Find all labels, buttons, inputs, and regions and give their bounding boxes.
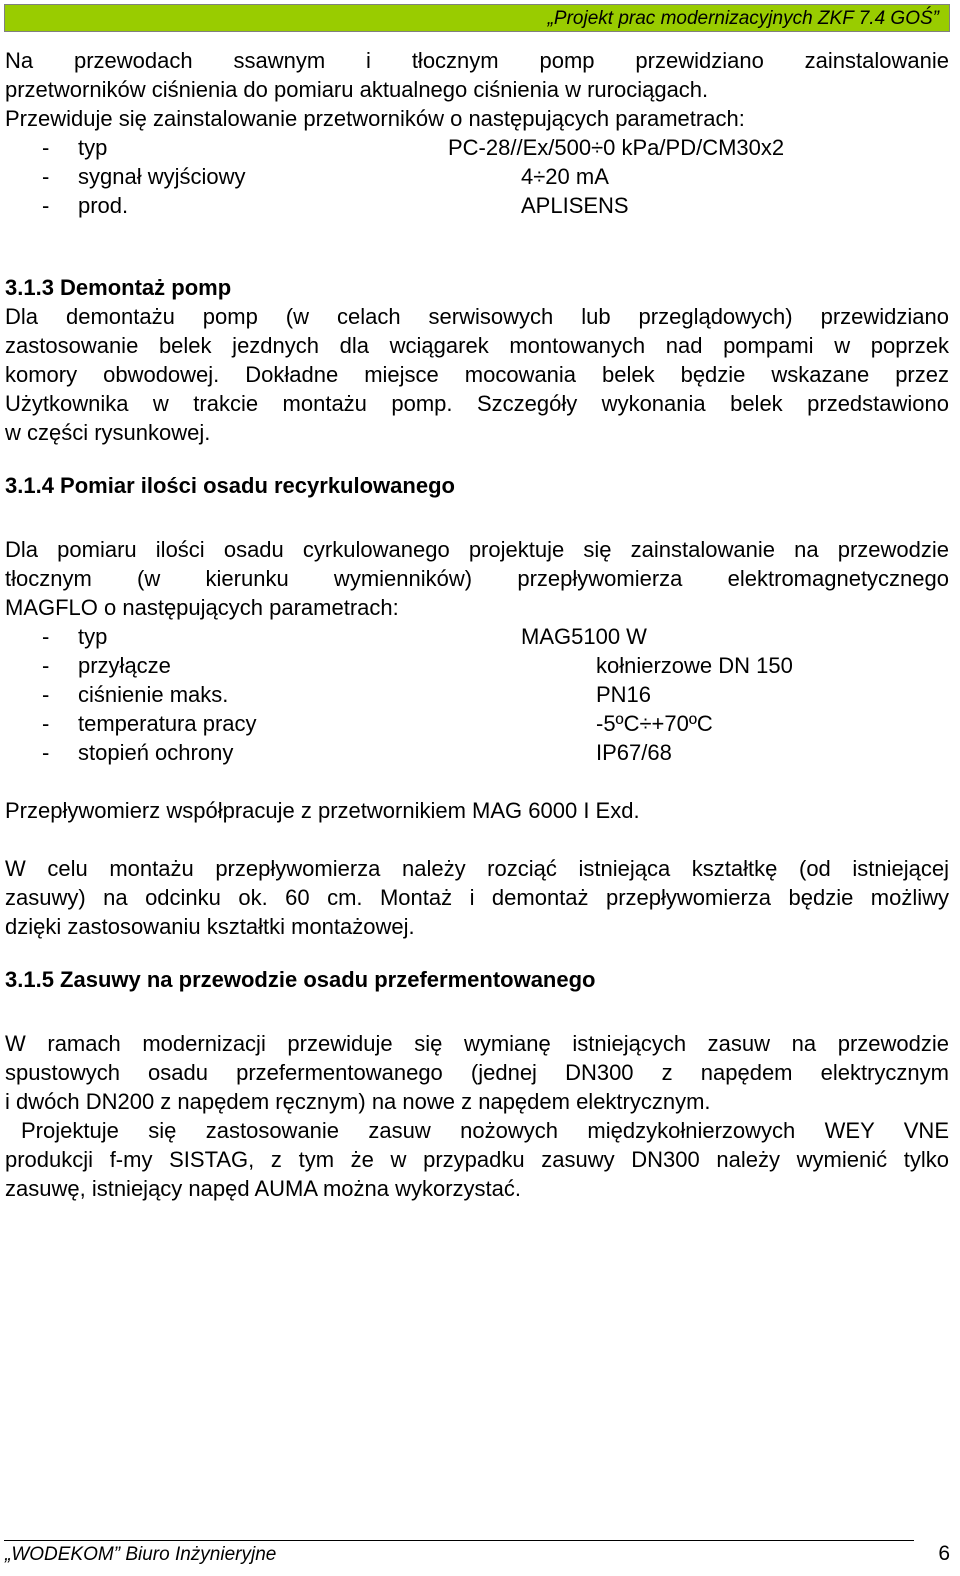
- list-dash: -: [42, 711, 50, 736]
- intro-params-lead: Przewiduje się zainstalowanie przetworników o następujących parametrach:: [5, 106, 745, 131]
- section-315-line: i dwóch DN200 z napędem ręcznym) na nowe z napędem elektrycznym.: [5, 1089, 711, 1114]
- section-314-line: Dla pomiaru ilości osadu cyrkulowanego projektuje się zainstalowanie na przewodzie: [5, 537, 949, 562]
- header-title: „Projekt prac modernizacyjnych ZKF 7.4 GOŚ”: [547, 8, 939, 29]
- param-value: PN16: [596, 682, 652, 707]
- list-item: [5, 622, 949, 651]
- section-315-line: spustowych osadu przefermentowanego (jednej DN300 z napędem elektrycznym: [5, 1060, 949, 1085]
- param-name: sygnał wyjściowy: [78, 164, 246, 189]
- section-313-line: komory obwodowej. Dokładne miejsce mocowania belek będzie wskazane przez: [5, 362, 949, 387]
- param-value: PC-28//Ex/500÷0 kPa/PD/CM30x2: [448, 135, 785, 160]
- param-name: przyłącze: [78, 653, 171, 678]
- param-name: temperatura pracy: [78, 711, 257, 736]
- list-dash: -: [42, 653, 50, 678]
- flowmeter-note: Przepływomierz współpracuje z przetwornikiem MAG 6000 I Exd.: [5, 798, 640, 823]
- section-313-line: w części rysunkowej.: [5, 420, 211, 445]
- param-name: ciśnienie maks.: [78, 682, 229, 707]
- param-name: typ: [78, 624, 108, 649]
- section-313-line: Dla demontażu pomp (w celach serwisowych lub przeglądowych) przewidziano: [5, 304, 949, 329]
- page-header: [4, 4, 950, 32]
- list-dash: -: [42, 135, 50, 160]
- param-value: -5ºC÷+70ºC: [596, 711, 713, 736]
- section-314-line: MAGFLO o następujących parametrach:: [5, 595, 399, 620]
- list-item: [5, 133, 949, 162]
- mount-line: W celu montażu przepływomierza należy rozciąć istniejąca kształtkę (od istniejącej: [5, 856, 949, 881]
- intro-line-1: Na przewodach ssawnym i tłocznym pomp przewidziano zainstalowanie: [5, 48, 949, 73]
- list-item: [5, 738, 949, 767]
- param-name: prod.: [78, 193, 129, 218]
- param-value: 4÷20 mA: [521, 164, 609, 189]
- param-value: IP67/68: [596, 740, 672, 765]
- list-dash: -: [42, 193, 50, 218]
- mount-line: zasuwy) na odcinku ok. 60 cm. Montaż i demontaż przepływomierza będzie możliwy: [5, 885, 949, 910]
- list-dash: -: [42, 624, 50, 649]
- param-name: typ: [78, 135, 108, 160]
- section-heading-315: 3.1.5 Zasuwy na przewodzie osadu przefermentowanego: [5, 967, 596, 992]
- footer-divider: [4, 1540, 914, 1541]
- list-item: [5, 680, 949, 709]
- list-item: [5, 162, 949, 191]
- param-value: kołnierzowe DN 150: [596, 653, 793, 678]
- section-315-line: produkcji f-my SISTAG, z tym że w przypadku zasuwy DN300 należy wymienić tylko: [5, 1147, 949, 1172]
- section-heading-314: 3.1.4 Pomiar ilości osadu recyrkulowanego: [5, 473, 455, 498]
- list-item: [5, 191, 949, 220]
- list-dash: -: [42, 740, 50, 765]
- section-315-line: zasuwę, istniejący napęd AUMA można wykorzystać.: [5, 1176, 522, 1201]
- param-value: APLISENS: [521, 193, 629, 218]
- param-name: stopień ochrony: [78, 740, 234, 765]
- section-315-line: W ramach modernizacji przewiduje się wymianę istniejących zasuw na przewodzie: [5, 1031, 949, 1056]
- list-dash: -: [42, 682, 50, 707]
- footer-company: „WODEKOM” Biuro Inżynieryjne: [5, 1544, 277, 1565]
- document-body: [5, 46, 949, 1203]
- section-313-line: zastosowanie belek jezdnych dla wciągarek montowanych nad pompami w poprzek: [5, 333, 949, 358]
- param-value: MAG5100 W: [521, 624, 647, 649]
- page-number: 6: [938, 1542, 950, 1565]
- section-314-line: tłocznym (w kierunku wymienników) przepływomierza elektromagnetycznego: [5, 566, 949, 591]
- list-item: [5, 651, 949, 680]
- section-heading-313: 3.1.3 Demontaż pomp: [5, 275, 232, 300]
- section-313-line: Użytkownika w trakcie montażu pomp. Szczegóły wykonania belek przedstawiono: [5, 391, 949, 416]
- mount-line: dzięki zastosowaniu kształtki montażowej.: [5, 914, 415, 939]
- list-dash: -: [42, 164, 50, 189]
- list-item: [5, 709, 949, 738]
- section-315-line: Projektuje się zastosowanie zasuw nożowych międzykołnierzowych WEY VNE: [21, 1118, 949, 1143]
- intro-line-2: przetworników ciśnienia do pomiaru aktualnego ciśnienia w rurociągach.: [5, 77, 709, 102]
